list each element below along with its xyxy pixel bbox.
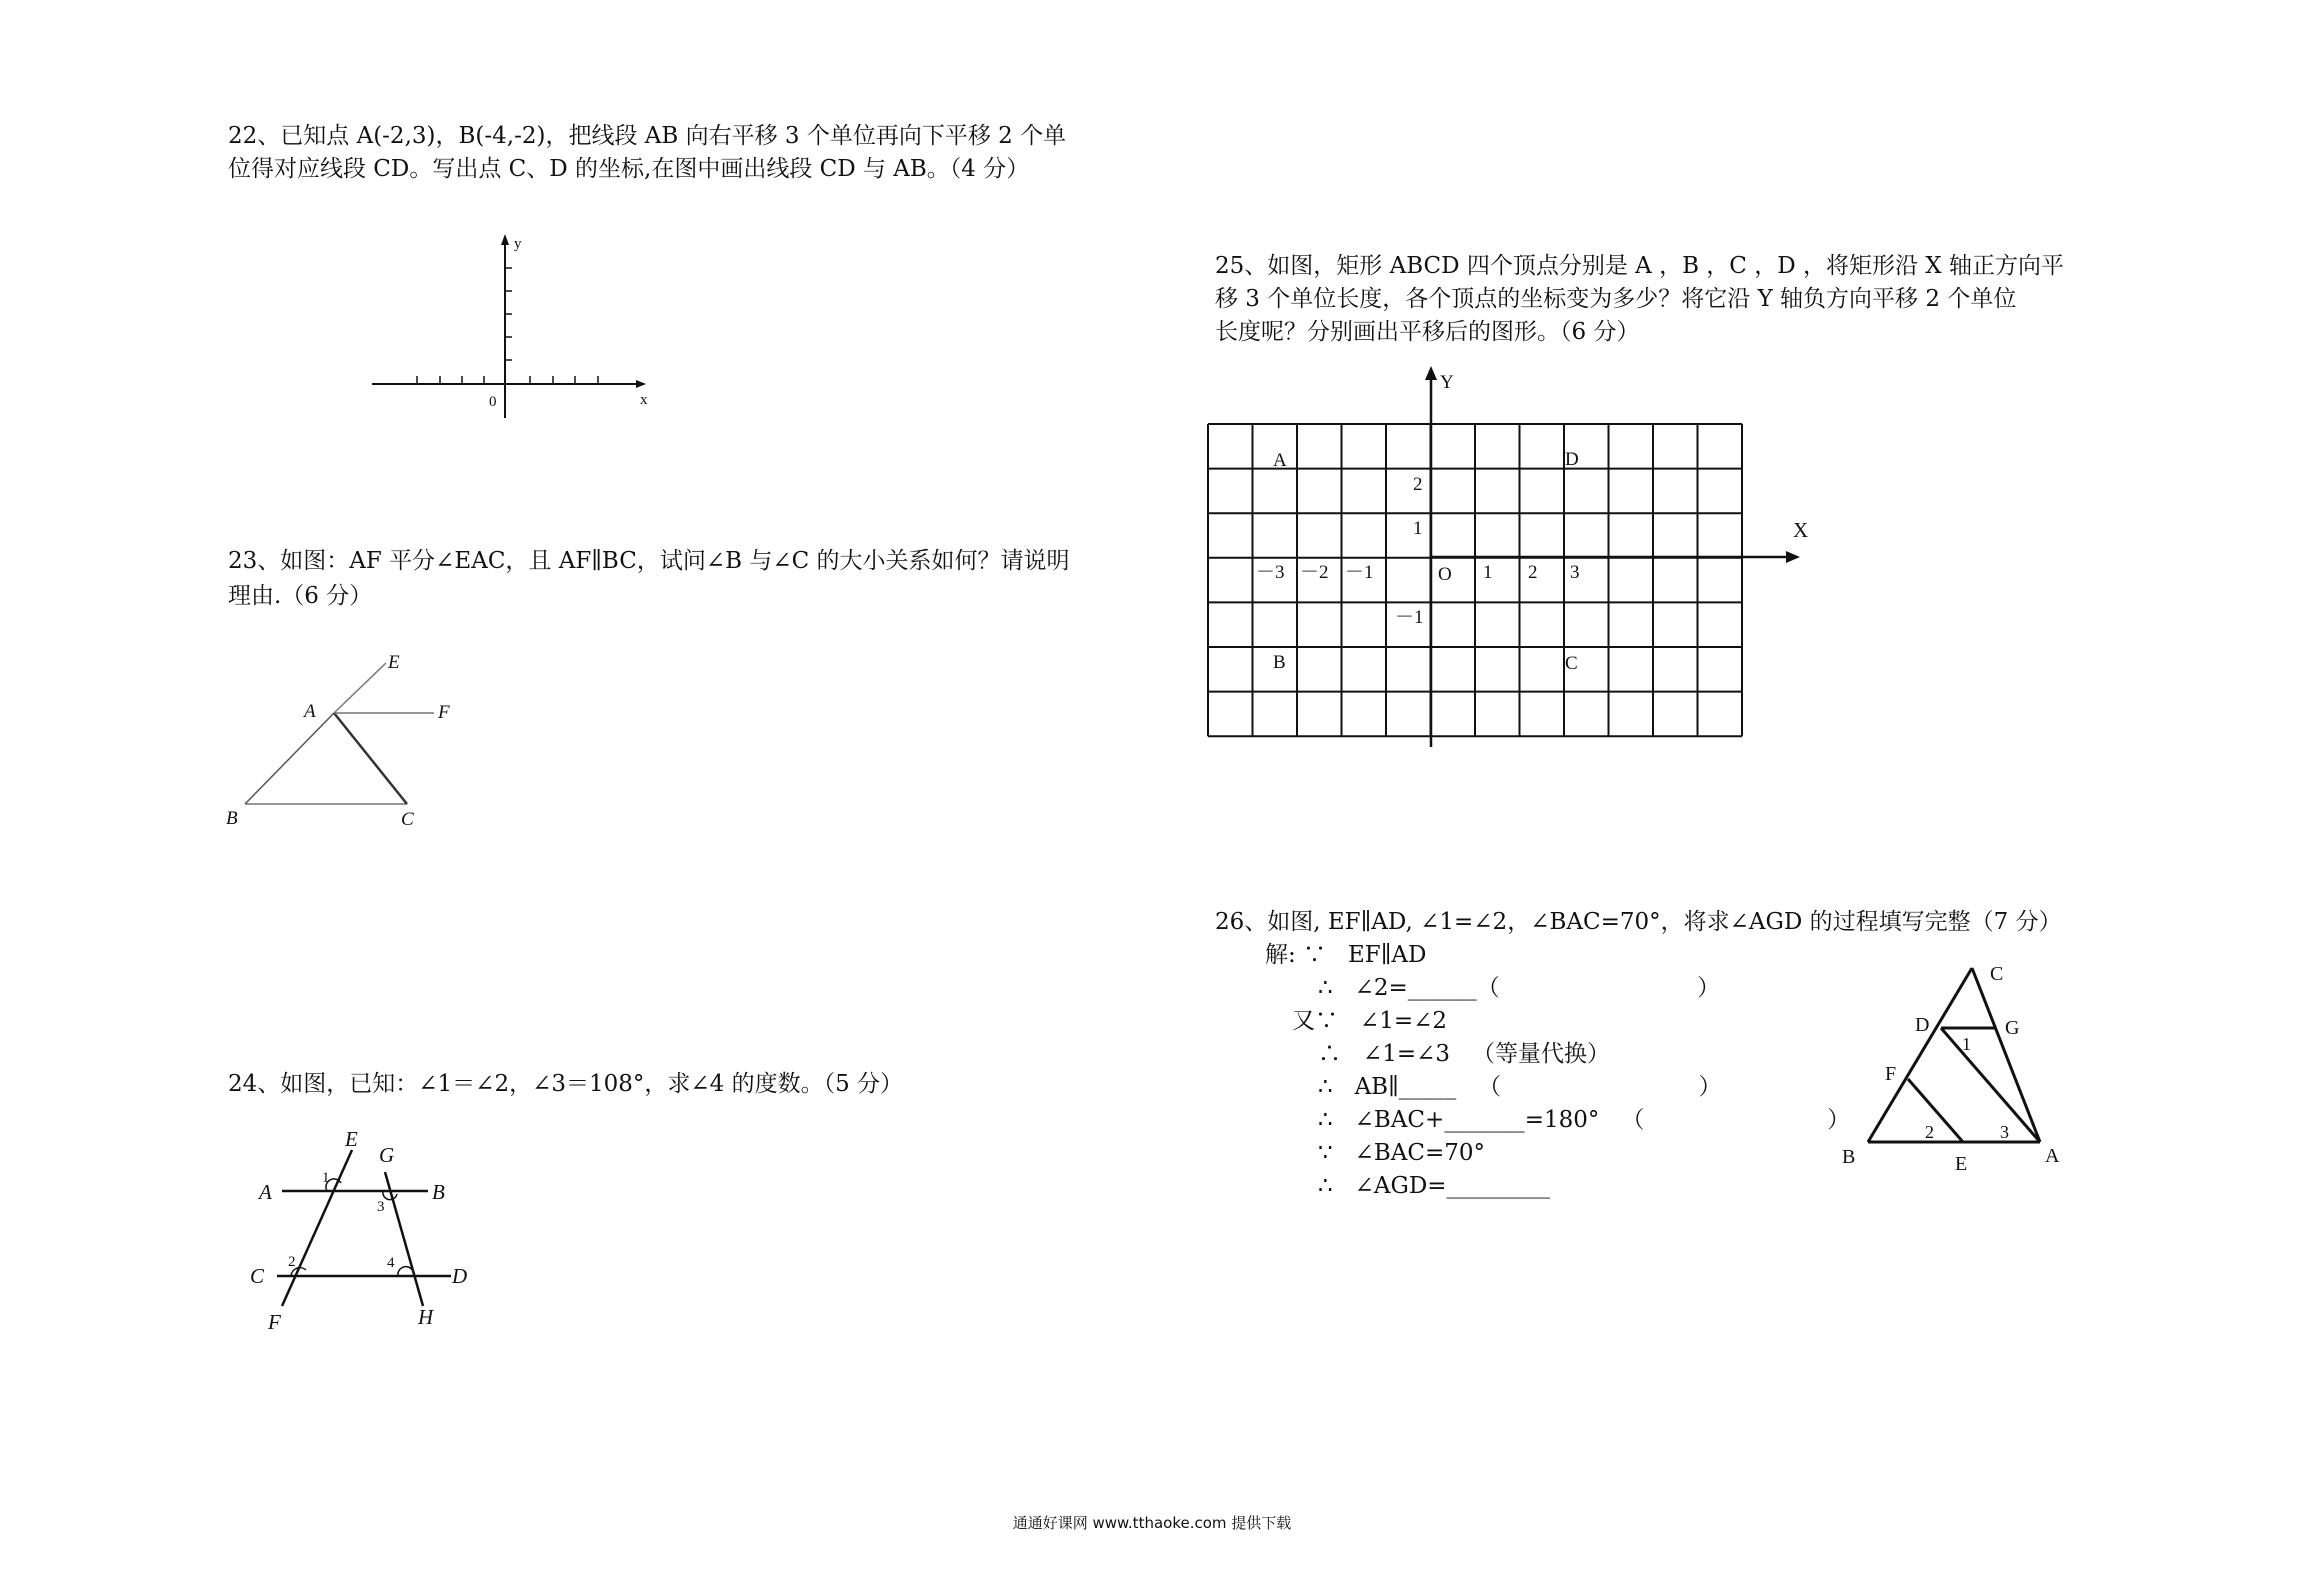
q25-y-axis-label: Y xyxy=(1440,372,1454,393)
q24-point-C: C xyxy=(250,1264,265,1288)
q24-point-F: F xyxy=(268,1310,281,1334)
q22-line1: 22、已知点 A(-2,3)，B(-4,-2)，把线段 AB 向右平移 3 个单位再向下平移 2 个单 xyxy=(228,123,1067,149)
q26-step4: ∴ ∠1=∠3 （等量代换） xyxy=(1318,1041,1610,1067)
q25-vertex-A: A xyxy=(1273,450,1287,471)
q26-step2: ∴ ∠2=______（ ） xyxy=(1318,975,1721,1001)
q23-point-A: A xyxy=(304,701,316,722)
q26-point-G: G xyxy=(2005,1017,2020,1039)
q26-point-A: A xyxy=(2045,1145,2060,1167)
q23-point-B: B xyxy=(226,808,238,829)
q26-step3: 又∵ ∠1=∠2 xyxy=(1292,1008,1448,1034)
q24-angle-1: 1 xyxy=(322,1170,330,1186)
q26-step6: ∴ ∠BAC+_______=180° （ ） xyxy=(1318,1107,1851,1133)
q26-step5: ∴ AB∥_____ （ ） xyxy=(1318,1074,1722,1100)
q24-angle-4: 4 xyxy=(387,1255,395,1271)
q26-angle-1: 1 xyxy=(1962,1034,1971,1054)
q24-angle-2: 2 xyxy=(288,1254,296,1270)
q26-point-D: D xyxy=(1915,1014,1930,1036)
q25-origin-label: O xyxy=(1438,564,1452,585)
q23-line2: 理由.（6 分） xyxy=(228,583,373,609)
q26-point-C: C xyxy=(1990,963,2004,985)
q23-point-E: E xyxy=(388,652,400,673)
q26-point-F: F xyxy=(1885,1063,1897,1085)
q25-tick-x-m1: －1 xyxy=(1345,562,1374,583)
q22-line2: 位得对应线段 CD。写出点 C、D 的坐标,在图中画出线段 CD 与 AB。（4 分） xyxy=(228,156,1030,182)
q25-tick-x-1: 1 xyxy=(1483,562,1493,583)
q25-tick-y-1: 1 xyxy=(1413,518,1423,539)
q25-tick-x-3: 3 xyxy=(1570,562,1580,583)
q25-vertex-C: C xyxy=(1565,653,1578,674)
q26-angle-2: 2 xyxy=(1925,1122,1934,1142)
q24-point-B: B xyxy=(432,1180,445,1204)
q26-step8: ∴ ∠AGD=_________ xyxy=(1318,1173,1551,1199)
q24-angle-3: 3 xyxy=(377,1199,385,1215)
q24-line1: 24、如图，已知：∠1＝∠2，∠3＝108°，求∠4 的度数。（5 分） xyxy=(228,1071,904,1097)
q25-tick-y-m1: －1 xyxy=(1395,607,1424,628)
q25-line1: 25、如图，矩形 ABCD 四个顶点分别是 A ，B ，C ，D ，将矩形沿 X 轴正方向平 xyxy=(1215,253,2064,279)
q25-tick-y-2: 2 xyxy=(1413,474,1423,495)
q26-angle-3: 3 xyxy=(2000,1122,2009,1142)
q25-tick-x-m2: －2 xyxy=(1300,562,1329,583)
q24-point-A: A xyxy=(259,1180,272,1204)
q26-point-B: B xyxy=(1842,1146,1856,1168)
q25-vertex-B: B xyxy=(1273,652,1286,673)
q25-line3: 长度呢？分别画出平移后的图形。（6 分） xyxy=(1215,319,1640,345)
q25-tick-x-m3: －3 xyxy=(1256,562,1285,583)
q24-point-G: G xyxy=(379,1143,395,1167)
q25-line2: 移 3 个单位长度，各个顶点的坐标变为多少？将它沿 Y 轴负方向平移 2 个单位 xyxy=(1215,286,2017,312)
q26-point-E: E xyxy=(1955,1153,1968,1175)
q26-line1: 26、如图, EF∥AD, ∠1=∠2，∠BAC=70°，将求∠AGD 的过程填写完整（7 分） xyxy=(1215,909,2062,935)
footer-credit: 通通好课网 www.tthaoke.com 提供下载 xyxy=(1012,1514,1292,1532)
q24-point-H: H xyxy=(418,1305,434,1329)
q22-x-label: x xyxy=(640,392,648,408)
q22-y-label: y xyxy=(514,236,522,252)
q23-point-F: F xyxy=(438,702,450,723)
q24-point-E: E xyxy=(345,1127,358,1151)
q26-step1: 解: ∵ EF∥AD xyxy=(1265,942,1427,968)
q23-line1: 23、如图：AF 平分∠EAC，且 AF∥BC，试问∠B 与∠C 的大小关系如何？请说明 xyxy=(228,548,1070,574)
q26-step7: ∵ ∠BAC=70° xyxy=(1318,1140,1485,1166)
q22-origin-label: 0 xyxy=(489,394,497,410)
q25-tick-x-2: 2 xyxy=(1528,562,1538,583)
q24-point-D: D xyxy=(452,1264,468,1288)
q23-point-C: C xyxy=(401,809,414,830)
q25-vertex-D: D xyxy=(1565,449,1579,470)
q25-x-axis-label: X xyxy=(1793,518,1809,542)
